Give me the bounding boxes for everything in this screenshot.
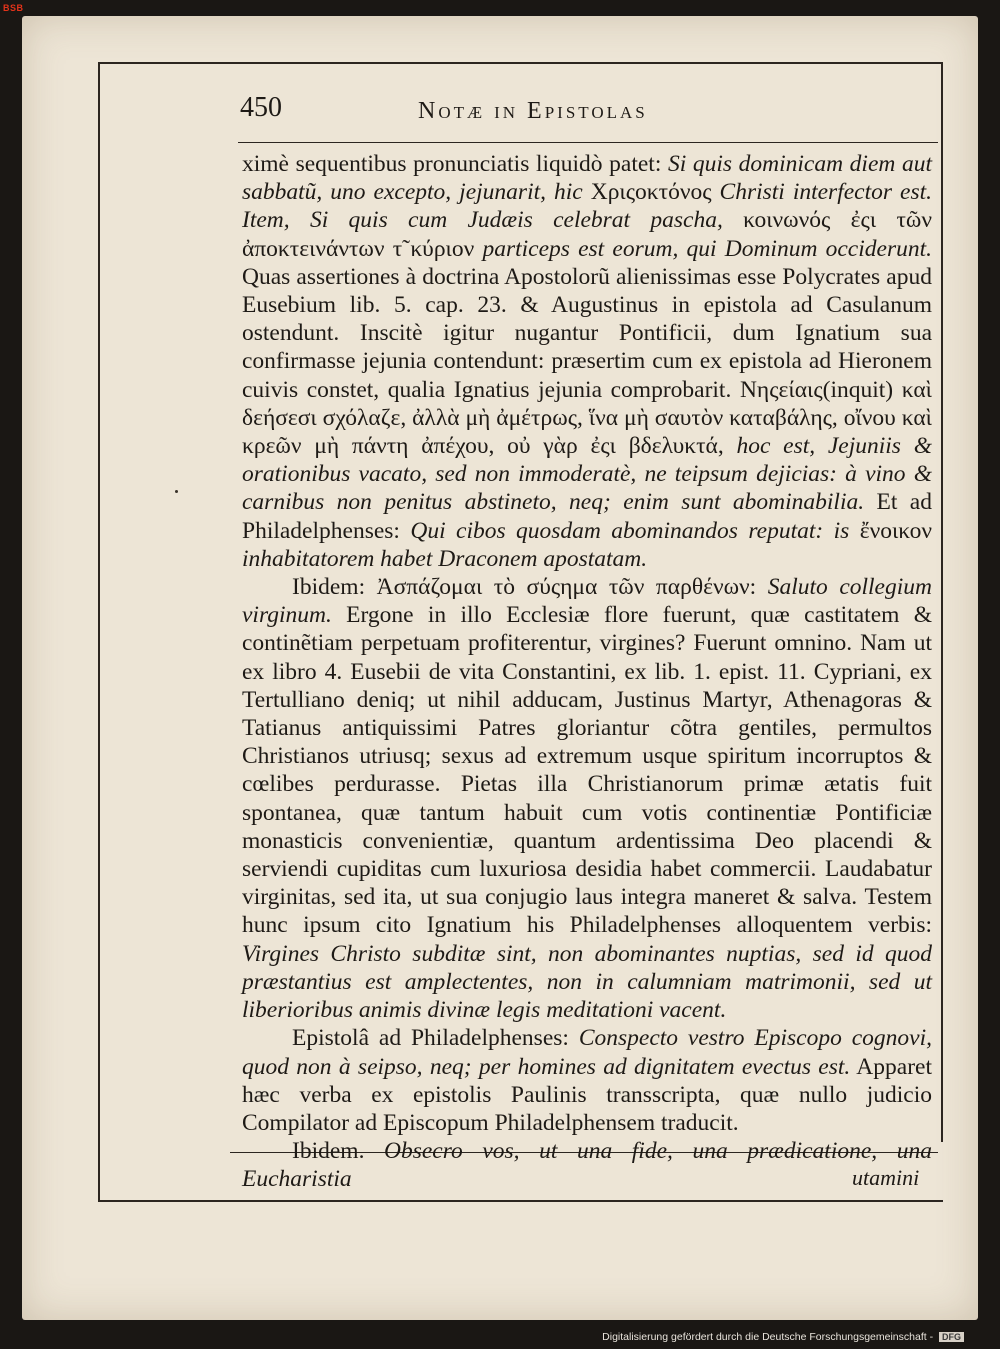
text-run: ximè sequentibus pronunciatis liquidò patet: — [242, 151, 668, 177]
frame-rule-right — [941, 62, 943, 1142]
paragraph — [242, 150, 932, 573]
text-run: Νηςείαις — [739, 376, 823, 403]
italic-run: particeps est eorum, qui Dominum occiderunt. — [482, 235, 932, 262]
frame-rule-bottom — [98, 1200, 943, 1202]
italic-run: Qui cibos quosdam abominandos reputat: is — [410, 517, 860, 544]
italic-run: Obsecro vos, ut una fide, una prædicatione, una Eucharistia — [242, 1138, 932, 1193]
text-run: Χριςοκτόνος — [590, 179, 720, 206]
margin-mark — [175, 490, 178, 493]
text-run: Ἀσπάζομαι τὸ σύςημα τῶν παρθένων: — [376, 574, 768, 601]
dfg-logo: DFG — [939, 1332, 964, 1342]
text-run: Apparet hæc verba ex epistolis Paulinis transscripta, quæ nullo judicio Compilator ad Episcopum Philadelphensem traducit. — [242, 1053, 932, 1136]
italic-run: Si quis dominicam diem aut sabbatũ, uno excepto, jejunarit, hic — [242, 151, 933, 206]
text-run: Ibidem. — [292, 1138, 385, 1165]
italic-run: hoc est, Jejuniis & orationibus vacato, sed non immoderatè, ne teipsum dejicias: à vino & carnibus non penitus abstineto, neq; enim sunt abominabilia. — [242, 433, 932, 516]
library-corner-mark: BSB — [3, 3, 24, 13]
text-run: Quas assertiones à doctrina Apostolorũ alienissimas esse Polycrates apud Eusebium lib. 5. cap. 23. & Augustinus in epistola ad Casulanum ostendunt. Inscitè igitur nugantur Pontificii, dum Ignatium sua confirmasse jejunia contendunt: præsertim cum ex epistola ad Hieronem cuivis constet, qualia Ignatius jejunia comprobarit. — [242, 263, 932, 403]
credit-text: Digitalisierung gefördert durch die Deutsche Forschungsgemeinschaft - — [602, 1331, 934, 1343]
text-run: Et ad Philadelphenses: — [242, 489, 932, 544]
italic-run: Virgines Christo subditæ sint, non abominantes nuptias, sed id quod præstantius est amplectentes, non in calumniam matrimonii, sed ut liberioribus animis divinæ legis meditationi vacent. — [242, 940, 932, 1024]
catchword: utamini — [852, 1165, 920, 1190]
paragraph — [242, 573, 932, 1024]
italic-run: inhabitatorem habet Draconem apostatam. — [242, 545, 648, 572]
text-run: Ibidem: — [292, 574, 377, 601]
text-run: ἔνοικον — [859, 517, 932, 544]
body-text — [242, 150, 932, 1194]
text-run: (inquit) — [822, 376, 902, 403]
running-head: Notæ in Epistolas — [418, 98, 648, 124]
italic-run: Christi interfector est. Item, Si quis cum Judæis celebrat pascha, — [242, 179, 932, 234]
paragraph — [242, 1137, 932, 1193]
italic-run: Conspecto vestro Episcopo cognovi, quod non à seipso, neq; per homines ad dignitatem evectus est. — [242, 1025, 932, 1080]
header-rule — [238, 142, 938, 143]
italic-run: Saluto collegium virginum. — [242, 574, 932, 629]
frame-rule-top — [98, 62, 943, 64]
text-run: κοινωνός ἐςι τῶν ἀποκτεινάντων τ̃ κύριον — [242, 207, 932, 262]
text-run: καὶ δεήσεσι σχόλαζε, ἀλλὰ μὴ ἀμέτρως, ἵνα μὴ σαυτὸν καταβάλης, οἴνου καὶ κρεῶν μὴ πάντη ἀπέχου, οὐ γὰρ ἐςι βδελυκτά, — [242, 376, 933, 460]
page-number: 450 — [240, 92, 282, 123]
digitization-credit — [602, 1331, 964, 1343]
text-run: Ergone in illo Ecclesiæ flore fuerunt, quæ castitatem & continẽtiam perpetuam profiterentur, virgines? Fuerunt omnino. Nam ut ex libro 4. Eusebii de vita Constantini, ex lib. 1. epist. 11. Cypriani, ex Tertulliano deniq; ut nihil adducam, Justinus Martyr, Athenagoras & Tatianus antiquissimi Patres gloriantur cõtra gentiles, permultos Christianos utriusq; sexus ad extremum usque spiritum incorruptos & cœlibes perdurasse. Pietas illa Christianorum primæ ætatis fuit spontanea, quæ tantum habuit cum votis continentiæ Pontificiæ monasticis convenientiæ, quantum ardentissima Deo placendi & serviendi cupiditas cum luxuriosa desidia habet commercii. Laudabatur virginitas, sed ita, ut sua conjugio laus integra maneret & salva. Testem hunc ipsum cito Ignatium his Philadelphenses alloquentem verbis: — [242, 602, 932, 939]
paragraph — [242, 1024, 932, 1137]
frame-rule-left — [98, 62, 100, 1202]
text-run: Epistolâ ad Philadelphenses: — [292, 1025, 579, 1052]
